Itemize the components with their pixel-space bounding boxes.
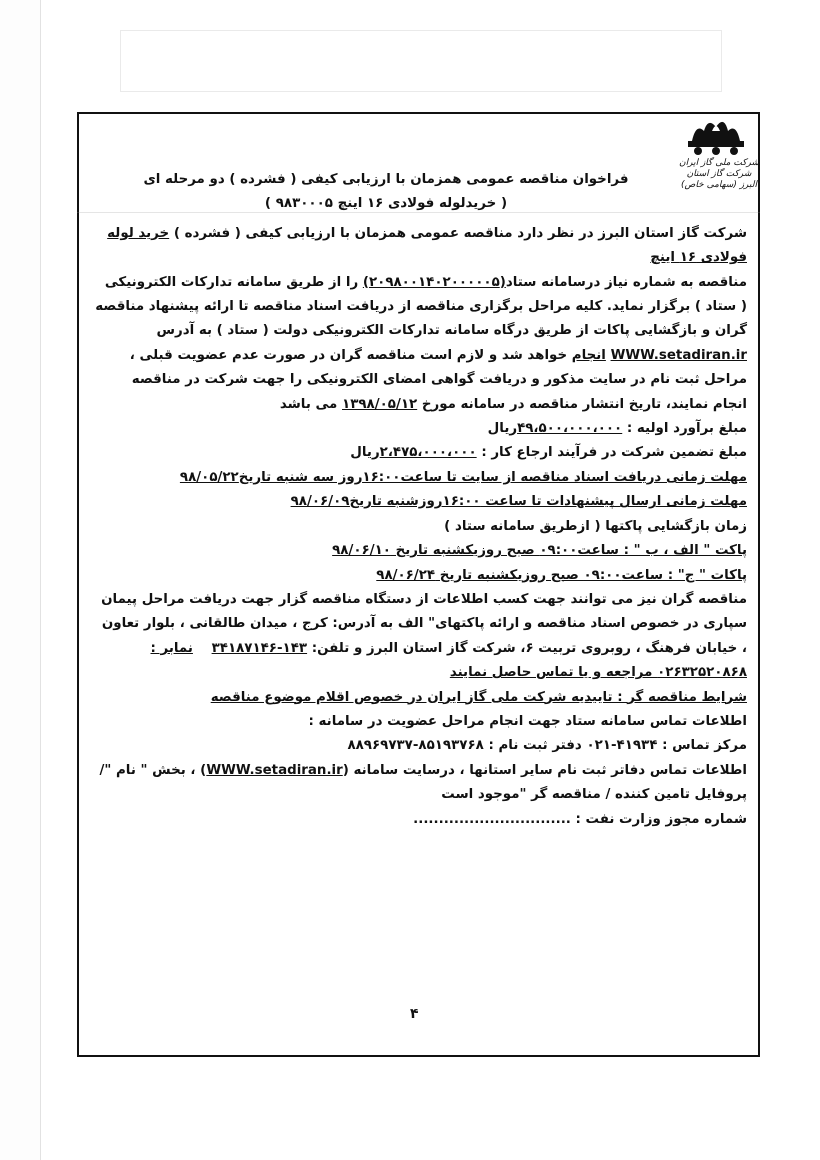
intro-subject-b: فولادی ۱۶ اینچ bbox=[650, 250, 747, 266]
permit-label: شماره مجوز وزارت نفت : bbox=[570, 811, 747, 827]
estimate-label: مبلغ برآورد اولیه : bbox=[622, 421, 747, 437]
guarantee-unit: ریال bbox=[350, 445, 380, 461]
logo-line-2: شرکت گاز استان البرز (سهامی خاص) bbox=[681, 169, 757, 190]
fax-label: نمابر : bbox=[150, 640, 193, 656]
scan-bleed-through bbox=[120, 30, 722, 92]
guarantee-value: ۲،۴۷۵،۰۰۰،۰۰۰ bbox=[379, 445, 477, 461]
other-provinces-site: WWW.setadiran.ir bbox=[206, 762, 343, 778]
scan-margin bbox=[0, 0, 41, 1160]
other-provinces-a: اطلاعات تماس دفاتر ثبت نام سایر استانها ، درسایت سامانه ( bbox=[342, 762, 747, 778]
page-number: ۴ bbox=[410, 1006, 419, 1022]
docs-deadline: مهلت زمانی دریافت اسناد مناقصه از سایت تا ساعت۱۶:۰۰روز سه شنبه تاریخ۹۸/۰۵/۲۲ bbox=[179, 469, 747, 485]
contact-paragraph bbox=[95, 588, 747, 686]
estimate-line bbox=[95, 417, 747, 441]
need-number: (۲۰۹۸۰۰۱۴۰۲۰۰۰۰۰۵) bbox=[362, 274, 506, 290]
tender-notice bbox=[95, 168, 747, 832]
body-part-3: خواهد شد و لازم است مناقصه گران در صورت عدم عضویت قبلی ، مراحل ثبت نام در سایت مذکور و دریافت گواهی امضای الکترونیکی را جهت شرکت در مناقصه انجام نمایند، تاریخ انتشار مناقصه در سامانه مورخ bbox=[129, 347, 747, 412]
packet-c-opening: پاکات " ج" : ساعت۰۹:۰۰ صبح روزیکشنبه تاریخ ۹۸/۰۶/۲۴ bbox=[376, 567, 747, 583]
setad-contact-intro: اطلاعات تماس سامانه ستاد جهت انجام مراحل عضویت در سامانه : bbox=[308, 713, 747, 729]
estimate-unit: ریال bbox=[487, 421, 518, 437]
notice-subtitle: ( خریدلوله فولادی ۱۶ اینچ ۹۸۳۰۰۰۵ ) bbox=[264, 196, 508, 212]
bidder-conditions: شرایط مناقصه گر : تاییدیه شرکت ملی گاز ایران در خصوص اقلام موضوع مناقصه bbox=[210, 689, 747, 705]
body-part-2: را از طریق سامانه تدارکات الکترونیکی ( ستاد ) برگزار نماید. کلیه مراحل برگزاری مناقصه از دریافت اسناد مناقصه تا ارائه پیشنهاد مناقصه گران و بازگشایی پاکات از طریق درگاه سامانه تدارکات الکترونیکی دولت ( ستاد ) به آدرس bbox=[95, 274, 747, 339]
permit-dots: ............................... bbox=[413, 811, 571, 827]
guarantee-label: مبلغ تضمین شرکت در فرآیند ارجاع کار : bbox=[476, 445, 747, 461]
intro-subject-a: خرید لوله bbox=[107, 225, 170, 241]
opening-title: زمان بازگشایی پاکتها ( ازطریق سامانه ستاد ) bbox=[444, 518, 747, 534]
contact-text: مناقصه گران نیز می توانند جهت کسب اطلاعات از دستگاه مناقصه گزار جهت دریافت مراحل پیمان سپاری در خصوص اسناد مناقصه و ارائه پاکتهای" الف به آدرس: کرج ، میدان طالقانی ، بلوار تعاون ، خیابان فرهنگ ، روبروی تربیت ۶، شرکت گاز استان البرز و تلفن: bbox=[101, 591, 747, 656]
fax-number: ۰۲۶۳۲۵۲۰۸۶۸ bbox=[657, 665, 747, 681]
offers-deadline: مهلت زمانی ارسال پیشنهادات تا ساعت ۱۶:۰۰روزشنبه تاریخ۹۸/۰۶/۰۹ bbox=[290, 494, 747, 510]
other-provinces-b: ) ، بخش " نام "/ پروفایل تامین کننده / مناقصه گر "موجود است bbox=[99, 762, 747, 803]
fax-suffix: مراجعه و یا تماس حاصل نمایند bbox=[449, 665, 658, 681]
permit-line bbox=[95, 808, 747, 832]
packet-ab-opening: پاکت " الف ، ب " : ساعت۰۹:۰۰ صبح روزیکشنبه تاریخ ۹۸/۰۶/۱۰ bbox=[332, 543, 747, 559]
logo-line-1: شرکت ملی گاز ایران bbox=[679, 158, 759, 168]
guarantee-line bbox=[95, 441, 747, 465]
setad-contact-line: مرکز تماس : ۴۱۹۳۴-۰۲۱ دفتر ثبت نام : ۸۵۱۹۳۷۶۸-۸۸۹۶۹۷۳۷ bbox=[347, 738, 747, 754]
done-word: انجام bbox=[571, 347, 606, 363]
setad-website: WWW.setadiran.ir bbox=[610, 347, 747, 363]
intro-text: شرکت گاز استان البرز در نظر دارد مناقصه عمومی همزمان با ارزیابی کیفی ( فشرده ) bbox=[169, 225, 747, 241]
other-provinces bbox=[95, 759, 747, 808]
intro-paragraph bbox=[95, 222, 747, 271]
body-paragraph bbox=[95, 271, 747, 417]
publish-date: ۱۳۹۸/۰۵/۱۲ bbox=[342, 396, 418, 412]
body-part-1: مناقصه به شماره نیاز درسامانه ستاد bbox=[505, 274, 747, 290]
notice-title: فراخوان مناقصه عمومی همزمان با ارزیابی کیفی ( فشرده ) دو مرحله ای bbox=[143, 172, 629, 187]
contact-phone: ۱۴۳-۳۴۱۸۷۱۴۶ bbox=[211, 640, 308, 656]
estimate-value: ۴۹،۵۰۰،۰۰۰،۰۰۰ bbox=[517, 421, 623, 437]
body-part-4: می باشد bbox=[279, 396, 343, 412]
